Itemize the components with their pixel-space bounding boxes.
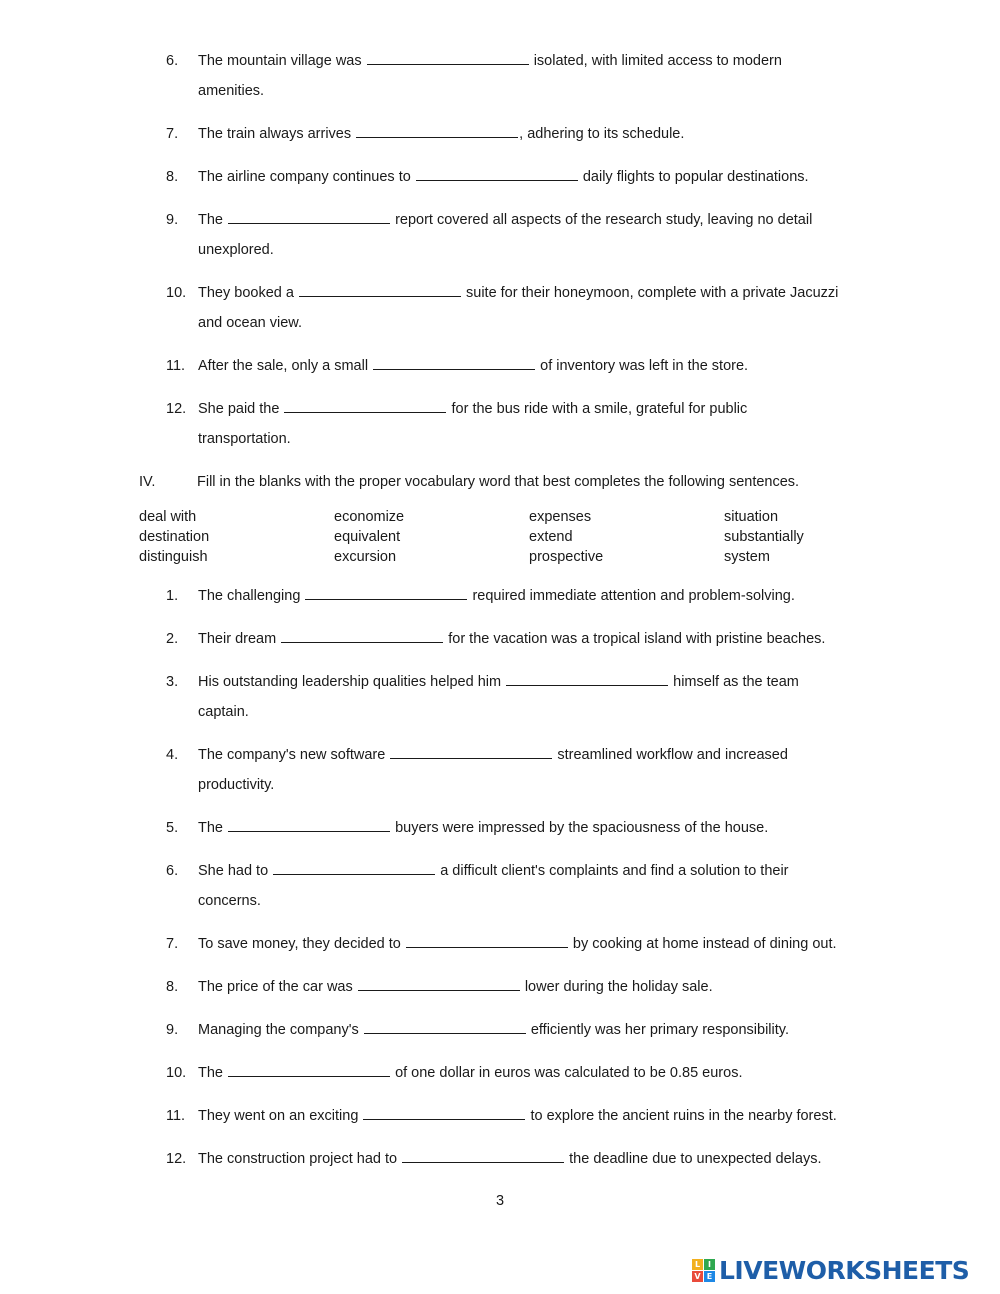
answer-blank[interactable] [364,1018,526,1034]
question-number: 7. [166,936,179,952]
word-bank-item: prospective [529,549,604,565]
question-number: 11. [166,358,186,374]
logo-text: LIVEWORKSHEETS [719,1255,970,1285]
question-text [198,857,866,916]
question-number: 6. [166,863,179,879]
question-number: 8. [166,979,179,995]
question-number: 12. [166,1151,187,1167]
question-text [198,47,866,106]
question-text-after: report covered all aspects of the research study, leaving no detail [395,212,813,228]
question-number: 8. [166,169,179,185]
question-text-before: They went on an exciting [198,1108,359,1124]
question-text-before: The construction project had to [198,1151,398,1167]
section-number: IV. [139,474,156,490]
question-text-after: for the vacation was a tropical island with pristine beaches. [448,631,826,647]
question-text-after: a difficult client's complaints and find a solution to their [440,863,789,879]
answer-blank[interactable] [284,397,446,413]
answer-blank[interactable] [367,49,529,65]
word-bank-item: expenses [529,509,592,525]
answer-blank[interactable] [406,932,568,948]
answer-blank[interactable] [506,670,668,686]
word-bank-item: equivalent [334,529,401,545]
question-number: 10. [166,1065,187,1081]
answer-blank[interactable] [228,816,390,832]
question-number: 11. [166,1108,186,1124]
question-text-continued: productivity. [198,776,275,793]
answer-blank[interactable] [356,122,518,138]
word-bank-item: deal with [139,509,197,525]
answer-blank[interactable] [281,627,443,643]
question-text-continued: unexplored. [198,241,274,258]
logo-tile: I [704,1259,715,1270]
question-text-before: After the sale, only a small [198,358,369,374]
liveworksheets-logo [692,1255,969,1285]
question-text [198,741,866,800]
answer-blank[interactable] [416,165,578,181]
question-text [198,120,866,150]
question-text-continued: concerns. [198,892,261,909]
logo-tile: V [692,1271,703,1282]
question-text [198,163,866,193]
question-number: 10. [166,285,187,301]
question-text-before: The train always arrives [198,126,352,142]
question-text [198,206,866,265]
answer-blank[interactable] [305,584,467,600]
question-number: 1. [166,588,179,604]
question-number: 7. [166,126,179,142]
word-bank-item: economize [334,509,405,525]
question-text-before: She had to [198,863,269,879]
question-text [198,1016,866,1046]
question-text-continued: and ocean view. [198,314,302,331]
word-bank-item: extend [529,529,573,545]
answer-blank[interactable] [373,354,535,370]
question-text-before: The [198,1065,223,1081]
answer-blank[interactable] [390,743,552,759]
answer-blank[interactable] [363,1104,525,1120]
word-bank-item: system [724,549,770,565]
question-number: 4. [166,747,179,763]
word-bank-item: situation [724,509,779,525]
logo-tile: L [692,1259,703,1270]
question-text-before: The company's new software [198,747,386,763]
question-text-after: streamlined workflow and increased [557,747,788,763]
logo-icon [692,1259,715,1282]
question-text [198,625,866,655]
section-instruction: Fill in the blanks with the proper vocabulary word that best completes the following sentences. [197,474,800,490]
question-text-after: efficiently was her primary responsibility. [530,1022,789,1038]
question-text-after: buyers were impressed by the spaciousness of the house. [395,820,769,836]
question-number: 6. [166,53,179,69]
answer-blank[interactable] [358,975,520,991]
question-text-continued: transportation. [198,430,291,447]
question-text-after: himself as the team [673,674,799,690]
answer-blank[interactable] [273,859,435,875]
question-text-after: of one dollar in euros was calculated to be 0.85 euros. [395,1065,743,1081]
question-text-after: suite for their honeymoon, complete with a private Jacuzzi [466,285,839,301]
word-bank [139,507,859,567]
question-text [198,668,866,727]
answer-blank[interactable] [402,1147,564,1163]
question-text-before: Their dream [198,631,277,647]
page-number: 3 [495,1193,505,1209]
question-text-before: The airline company continues to [198,169,411,185]
question-text-after: the deadline due to unexpected delays. [569,1151,822,1167]
question-text-after: lower during the holiday sale. [524,979,713,995]
question-text [198,814,866,844]
question-text [198,1145,866,1175]
question-text [198,279,866,338]
question-text-before: The [198,820,223,836]
question-text-after: daily flights to popular destinations. [582,169,809,185]
answer-blank[interactable] [228,1061,390,1077]
question-text [198,930,866,960]
question-text-before: They booked a [198,285,294,301]
word-bank-item: destination [139,529,210,545]
question-text-before: His outstanding leadership qualities helped him [198,674,502,690]
question-text-before: The mountain village was [198,53,362,69]
word-bank-item: distinguish [139,549,208,565]
question-text-after: isolated, with limited access to modern [533,53,782,69]
question-text-after: , adhering to its schedule. [519,126,685,142]
question-text-continued: captain. [198,703,249,720]
question-text [198,973,866,1003]
question-number: 9. [166,1022,179,1038]
logo-tile: E [704,1271,715,1282]
question-text-after: required immediate attention and problem-solving. [472,588,795,604]
answer-blank[interactable] [228,208,390,224]
question-number: 2. [166,631,179,647]
question-number: 12. [166,401,187,417]
question-text [198,582,866,612]
question-text-after: for the bus ride with a smile, grateful for public [451,401,748,417]
question-text-before: The [198,212,223,228]
question-text-after: of inventory was left in the store. [540,358,749,374]
question-text-before: The price of the car was [198,979,353,995]
question-number: 5. [166,820,179,836]
word-bank-item: substantially [724,529,804,545]
question-text-before: Managing the company's [198,1022,359,1038]
question-number: 9. [166,212,179,228]
question-text [198,1102,866,1132]
question-text-before: She paid the [198,401,280,417]
question-text-before: The challenging [198,588,301,604]
question-text [198,395,866,454]
question-text [198,352,866,382]
question-text [198,1059,866,1089]
answer-blank[interactable] [299,281,461,297]
question-text-after: to explore the ancient ruins in the nearby forest. [530,1108,837,1124]
question-number: 3. [166,674,179,690]
question-text-after: by cooking at home instead of dining out. [572,936,837,952]
question-text-continued: amenities. [198,82,265,99]
question-text-before: To save money, they decided to [198,936,401,952]
word-bank-item: excursion [334,549,397,565]
